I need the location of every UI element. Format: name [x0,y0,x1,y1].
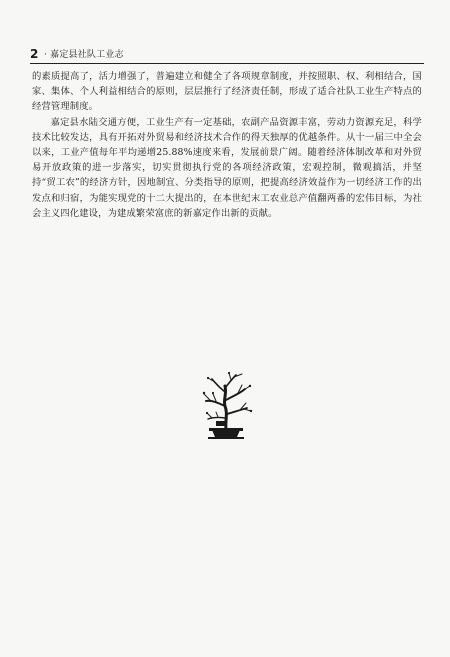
header-rule [30,63,424,64]
page-header [30,44,420,60]
paragraph-continued: 的素质提高了，活力增强了，普遍建立和健全了各项规章制度，并按照职、权、利相结合，国家、集体、个人利益相结合的原则，层层推行了经济责任制，形成了适合社队工业生产特点的经营管理制度。 [32,71,422,113]
bonsai-tree-icon [198,370,254,444]
page-number: 2 [30,47,39,61]
body-text [32,69,422,221]
paragraph: 嘉定县水陆交通方便，工业生产有一定基础，农副产品资源丰富，劳动力资源充足，科学技术比较发达，具有开拓对外贸易和经济技术合作的得天独厚的优越条件。从十一届三中全会以来，工业产值每年平均递增25.88%速度来看，发展前景广阔。随着经济体制改革和对外贸易开放政策的进一步落实，切实贯彻执行党的各项经济政策，宏观控制，微观搞活，并坚持“贸工农”的经济方针，因地制宜、分类指导的原则，把提高经济效益作为一切经济工作的出发点和归宿，为能实现党的十二大提出的，在本世纪末工农业总产值翻两番的宏伟目标，为社会主义四化建设，为建成繁荣富庶的新嘉定作出新的贡献。 [32,116,422,219]
running-head: · 嘉定县社队工业志 [44,50,124,60]
